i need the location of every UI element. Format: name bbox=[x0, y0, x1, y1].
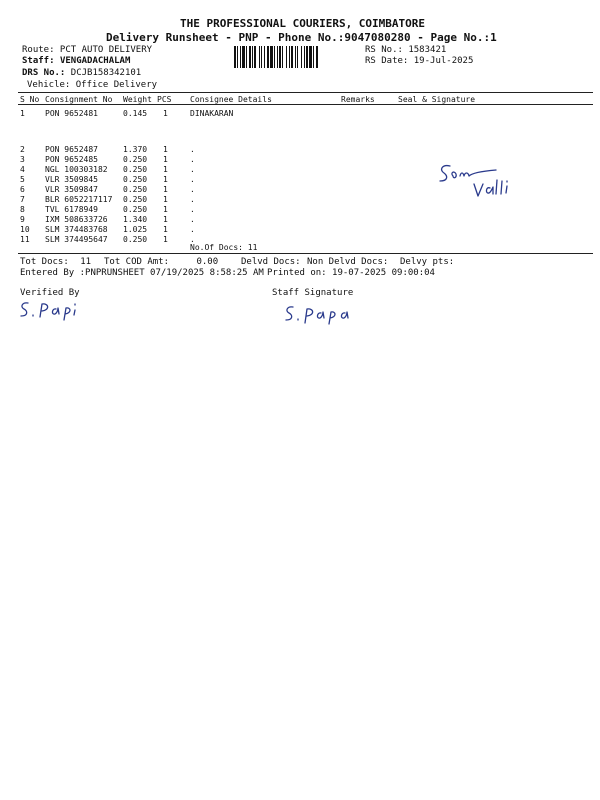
row-pcs: 1 bbox=[163, 155, 168, 164]
row-consignment-no: VLR 3509845 bbox=[45, 175, 98, 184]
row-sno: 6 bbox=[20, 185, 25, 194]
row-consignee-details: . bbox=[190, 175, 195, 184]
row-consignee-details: DINAKARAN bbox=[190, 109, 234, 118]
col-header-consignee: Consignee Details bbox=[190, 95, 272, 104]
tot-docs-line bbox=[20, 257, 91, 267]
row-pcs: 1 bbox=[163, 215, 168, 224]
row-consignment-no: PON 9652481 bbox=[45, 109, 98, 118]
staff-label: Staff: bbox=[22, 56, 55, 66]
row-consignee-details: . bbox=[190, 185, 195, 194]
row-weight: 0.250 bbox=[123, 235, 148, 244]
table-top-rule bbox=[18, 92, 593, 93]
tot-docs-label: Tot Docs: bbox=[20, 257, 69, 267]
row-sno: 1 bbox=[20, 109, 25, 118]
row-weight: 0.250 bbox=[123, 205, 148, 214]
row-sno: 3 bbox=[20, 155, 25, 164]
tot-docs-value: 11 bbox=[80, 257, 92, 267]
staff-signature bbox=[283, 304, 353, 326]
rs-date: RS Date: 19-Jul-2025 bbox=[365, 56, 474, 66]
col-header-pcs: PCS bbox=[157, 95, 172, 104]
row-consignment-no: NGL 100303182 bbox=[45, 165, 108, 174]
vehicle-text: Vehicle: Office Delivery bbox=[27, 80, 158, 90]
row-sno: 9 bbox=[20, 215, 25, 224]
row-consignment-no: BLR 6052217117 bbox=[45, 195, 113, 204]
verified-by-signature bbox=[18, 300, 88, 322]
row-sno: 2 bbox=[20, 145, 25, 154]
tot-cod-label: Tot COD Amt: bbox=[104, 257, 170, 267]
route-text: Route: PCT AUTO DELIVERY bbox=[22, 45, 153, 55]
no-of-docs: No.Of Docs: 11 bbox=[190, 243, 258, 252]
row-consignee-details: . bbox=[190, 195, 195, 204]
row-consignee-details: . bbox=[190, 165, 195, 174]
verified-by-label: Verified By bbox=[20, 288, 80, 298]
row-sno: 11 bbox=[20, 235, 30, 244]
row-consignee-details: . bbox=[190, 235, 195, 244]
drs-line bbox=[22, 68, 141, 78]
entered-by: Entered By :PNPRUNSHEET 07/19/2025 8:58:25 AM bbox=[20, 268, 264, 278]
row-pcs: 1 bbox=[163, 235, 168, 244]
row-consignment-no: SLM 374483768 bbox=[45, 225, 108, 234]
row-consignment-no: TVL 6178949 bbox=[45, 205, 98, 214]
row-consignee-details: . bbox=[190, 155, 195, 164]
drs-value: DCJB158342101 bbox=[70, 68, 142, 78]
rs-number: RS No.: 1583421 bbox=[365, 45, 447, 55]
row-sno: 5 bbox=[20, 175, 25, 184]
col-header-consignment: Consignment No bbox=[45, 95, 113, 104]
table-header-rule bbox=[18, 104, 593, 105]
row-consignment-no: IXM 508633726 bbox=[45, 215, 108, 224]
drs-label: DRS No.: bbox=[22, 68, 66, 78]
company-title: THE PROFESSIONAL COURIERS, COIMBATORE bbox=[180, 17, 426, 30]
row-sno: 4 bbox=[20, 165, 25, 174]
row-pcs: 1 bbox=[163, 109, 168, 118]
runsheet-subtitle: Delivery Runsheet - PNP - Phone No.:9047080280 - Page No.:1 bbox=[106, 31, 497, 44]
row-weight: 0.145 bbox=[123, 109, 148, 118]
row-weight: 0.250 bbox=[123, 155, 148, 164]
row-pcs: 1 bbox=[163, 205, 168, 214]
tot-cod-value: 0.00 bbox=[196, 257, 219, 267]
table-bottom-rule bbox=[18, 253, 593, 254]
row-consignee-details: . bbox=[190, 225, 195, 234]
row-sno: 7 bbox=[20, 195, 25, 204]
col-header-weight: Weight bbox=[123, 95, 152, 104]
staff-value: VENGADACHALAM bbox=[59, 56, 131, 66]
col-header-sno: S No bbox=[20, 95, 40, 104]
row-consignee-details: . bbox=[190, 145, 195, 154]
row-weight: 1.025 bbox=[123, 225, 148, 234]
row-pcs: 1 bbox=[163, 165, 168, 174]
row-pcs: 1 bbox=[163, 225, 168, 234]
row-weight: 0.250 bbox=[123, 175, 148, 184]
consignee-signature bbox=[436, 160, 526, 210]
delvd-docs-label: Delvd Docs: bbox=[241, 257, 301, 267]
row-weight: 0.250 bbox=[123, 165, 148, 174]
row-pcs: 1 bbox=[163, 175, 168, 184]
row-weight: 0.250 bbox=[123, 195, 148, 204]
row-consignee-details: . bbox=[190, 205, 195, 214]
row-sno: 8 bbox=[20, 205, 25, 214]
row-weight: 1.370 bbox=[123, 145, 148, 154]
col-header-remarks: Remarks bbox=[341, 95, 375, 104]
row-consignment-no: VLR 3509847 bbox=[45, 185, 98, 194]
row-consignment-no: PON 9652485 bbox=[45, 155, 98, 164]
row-weight: 0.250 bbox=[123, 185, 148, 194]
row-pcs: 1 bbox=[163, 145, 168, 154]
delvy-pts-label: Delvy pts: bbox=[400, 257, 455, 267]
barcode bbox=[234, 46, 354, 68]
row-weight: 1.340 bbox=[123, 215, 148, 224]
row-sno: 10 bbox=[20, 225, 30, 234]
row-consignee-details: . bbox=[190, 215, 195, 224]
non-delvd-docs-label: Non Delvd Docs: bbox=[307, 257, 389, 267]
tot-cod-line bbox=[104, 257, 218, 267]
row-pcs: 1 bbox=[163, 185, 168, 194]
row-consignment-no: PON 9652487 bbox=[45, 145, 98, 154]
staff-line bbox=[22, 56, 130, 66]
row-consignment-no: SLM 374495647 bbox=[45, 235, 108, 244]
staff-signature-label: Staff Signature bbox=[272, 288, 354, 298]
row-pcs: 1 bbox=[163, 195, 168, 204]
col-header-seal-signature: Seal & Signature bbox=[398, 95, 476, 104]
printed-on: Printed on: 19-07-2025 09:00:04 bbox=[267, 268, 435, 278]
